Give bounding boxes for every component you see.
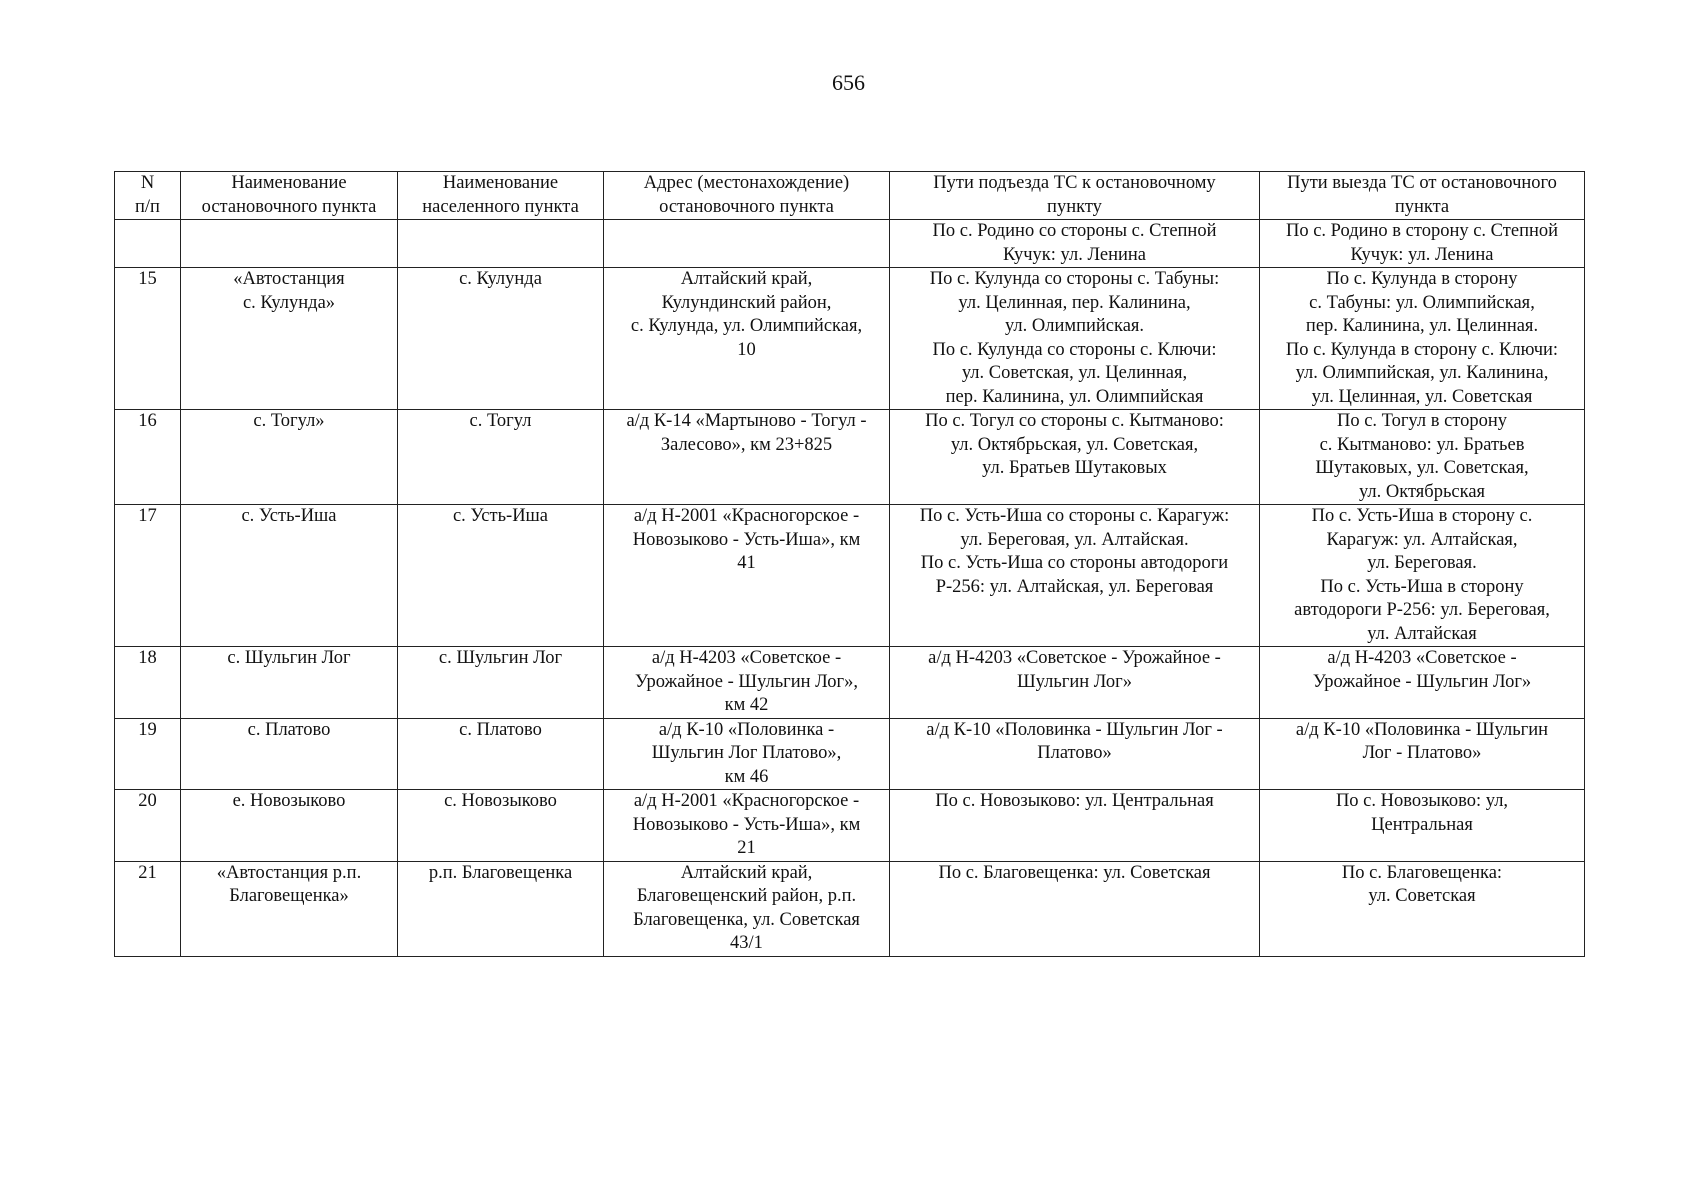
header-settlement xyxy=(398,172,604,220)
cell-stop-name xyxy=(181,410,398,505)
cell-line: ул. Советская xyxy=(1368,886,1476,906)
cell-line: с. Усть-Иша xyxy=(241,506,337,526)
cell-line: Кучук: ул. Ленина xyxy=(1003,244,1146,265)
header-stop-name xyxy=(181,172,398,220)
header-line: Наименование xyxy=(442,173,559,193)
cell-line: ул. Октябрьская xyxy=(1358,481,1486,502)
table-row xyxy=(115,790,1585,862)
cell-line: По с. Родино со стороны с. Степной xyxy=(932,221,1217,241)
cell-settlement xyxy=(398,268,604,410)
cell-line: 19 xyxy=(138,719,157,740)
cell-line: «Автостанция xyxy=(233,269,345,289)
table-row xyxy=(115,220,1585,268)
cell-line: По с. Усть-Иша со стороны автодороги xyxy=(920,553,1229,573)
cell-stop-name xyxy=(181,718,398,790)
cell-line: По с. Усть-Иша в сторону с. xyxy=(1311,506,1533,526)
cell-line: с. Шульгин Лог xyxy=(438,648,563,668)
cell-settlement xyxy=(398,505,604,647)
cell-exit-routes xyxy=(1260,647,1585,719)
header-line: Адрес (местонахождение) xyxy=(643,173,850,193)
header-line: остановочного пункта xyxy=(659,196,834,217)
cell-line: Центральная xyxy=(1371,814,1473,835)
header-line: Наименование xyxy=(231,173,347,193)
cell-line: Платово» xyxy=(1037,743,1112,763)
cell-line: с. Кулунда» xyxy=(242,292,336,313)
cell-line: а/д Н-4203 «Советское - Урожайное - xyxy=(928,648,1221,668)
header-line: остановочного пункта xyxy=(201,196,377,217)
cell-line: По с. Благовещенка: ул. Советская xyxy=(938,862,1211,883)
cell-number xyxy=(115,790,181,862)
cell-line: 16 xyxy=(138,411,157,431)
header-line: пункта xyxy=(1394,196,1450,217)
cell-line: Благовещенка» xyxy=(229,886,349,906)
cell-settlement xyxy=(398,647,604,719)
cell-line: По с. Новозыково: ул, xyxy=(1335,791,1509,811)
cell-line: Шульгин Лог Платово», xyxy=(651,743,842,763)
cell-line: По с. Благовещенка: xyxy=(1341,862,1503,883)
cell-number xyxy=(115,220,181,268)
cell-line: 10 xyxy=(737,339,756,360)
cell-line: По с. Усть-Иша со стороны с. Карагуж: xyxy=(919,506,1230,526)
cell-line: ул. Олимпийская, ул. Калинина, xyxy=(1295,363,1549,383)
cell-line: ул. Целинная, пер. Калинина, xyxy=(958,292,1191,313)
cell-settlement xyxy=(398,790,604,862)
cell-line: Р-256: ул. Алтайская, ул. Береговая xyxy=(935,576,1214,597)
header-number xyxy=(115,172,181,220)
table-row xyxy=(115,718,1585,790)
cell-line: ул. Октябрьская, ул. Советская, xyxy=(950,434,1199,455)
cell-number xyxy=(115,718,181,790)
cell-line: Урожайное - Шульгин Лог» xyxy=(1312,671,1532,692)
cell-address xyxy=(604,861,890,956)
cell-line: По с. Родино в сторону с. Степной xyxy=(1285,221,1559,241)
cell-line: Благовещенка, ул. Советская xyxy=(633,909,860,930)
cell-line: «Автостанция р.п. xyxy=(216,862,362,883)
cell-line: с. Кулунда xyxy=(459,269,542,289)
cell-line: пер. Калинина, ул. Целинная. xyxy=(1305,316,1539,336)
cell-exit-routes xyxy=(1260,861,1585,956)
cell-address xyxy=(604,505,890,647)
cell-approach-routes xyxy=(890,220,1260,268)
cell-stop-name xyxy=(181,790,398,862)
cell-settlement xyxy=(398,220,604,268)
cell-stop-name xyxy=(181,647,398,719)
cell-address xyxy=(604,410,890,505)
cell-settlement xyxy=(398,410,604,505)
cell-line: По с. Новозыково: ул. Центральная xyxy=(935,791,1214,811)
cell-address xyxy=(604,718,890,790)
cell-line: с. Платово xyxy=(459,719,542,740)
cell-address xyxy=(604,268,890,410)
cell-line: Лог - Платово» xyxy=(1362,743,1482,763)
cell-approach-routes xyxy=(890,861,1260,956)
cell-line: 41 xyxy=(737,553,756,573)
header-approach-routes xyxy=(890,172,1260,220)
cell-line: Урожайное - Шульгин Лог», xyxy=(635,671,858,692)
cell-line: е. Новозыково xyxy=(232,791,346,811)
cell-exit-routes xyxy=(1260,268,1585,410)
table-row xyxy=(115,505,1585,647)
cell-line: По с. Кулунда со стороны с. Ключи: xyxy=(932,339,1217,360)
cell-line: с. Платово xyxy=(247,719,331,740)
header-line: Пути подъезда ТС к остановочному xyxy=(933,173,1216,193)
cell-line: с. Шульгин Лог xyxy=(227,648,351,668)
cell-address xyxy=(604,790,890,862)
header-line: N xyxy=(140,173,155,193)
cell-line: Шульгин Лог» xyxy=(1017,671,1132,692)
cell-line: ул. Советская, ул. Целинная, xyxy=(961,363,1188,383)
cell-approach-routes xyxy=(890,790,1260,862)
cell-line: а/д К-14 «Мартыново - Тогул - xyxy=(626,411,867,431)
cell-line: Новозыково - Усть-Иша», км xyxy=(632,529,861,550)
cell-line: Кучук: ул. Ленина xyxy=(1350,244,1494,265)
table-row xyxy=(115,647,1585,719)
cell-line: с. Усть-Иша xyxy=(452,506,549,526)
cell-number xyxy=(115,410,181,505)
cell-line: а/д Н-2001 «Красногорское - xyxy=(633,506,860,526)
cell-stop-name xyxy=(181,220,398,268)
cell-approach-routes xyxy=(890,268,1260,410)
cell-line: Карагуж: ул. Алтайская, xyxy=(1326,529,1518,550)
cell-line: 43/1 xyxy=(730,933,763,953)
cell-exit-routes xyxy=(1260,220,1585,268)
table-row xyxy=(115,268,1585,410)
cell-line: 18 xyxy=(138,648,157,668)
table-row xyxy=(115,410,1585,505)
bus-stops-table xyxy=(114,171,1585,957)
cell-line: По с. Кулунда со стороны с. Табуны: xyxy=(929,269,1220,289)
cell-line: с. Табуны: ул. Олимпийская, xyxy=(1309,292,1535,313)
cell-line: а/д К-10 «Половинка - Шульгин Лог - xyxy=(926,719,1223,740)
cell-line: 20 xyxy=(138,791,157,811)
page-number: 656 xyxy=(832,70,865,95)
cell-line: По с. Кулунда в сторону xyxy=(1326,269,1518,289)
cell-line: автодороги Р-256: ул. Береговая, xyxy=(1294,600,1550,620)
cell-number xyxy=(115,268,181,410)
cell-line: км 42 xyxy=(724,695,769,715)
cell-settlement xyxy=(398,718,604,790)
cell-stop-name xyxy=(181,861,398,956)
header-line: населенного пункта xyxy=(422,196,579,217)
cell-number xyxy=(115,861,181,956)
cell-line: а/д Н-4203 «Советское - xyxy=(651,648,842,668)
cell-line: с. Кытманово: ул. Братьев xyxy=(1319,434,1525,455)
cell-line: ул. Береговая, ул. Алтайская. xyxy=(960,529,1189,550)
cell-approach-routes xyxy=(890,718,1260,790)
cell-approach-routes xyxy=(890,647,1260,719)
header-exit-routes xyxy=(1260,172,1585,220)
table-row xyxy=(115,861,1585,956)
cell-line: с. Тогул xyxy=(469,411,532,431)
cell-line: ул. Алтайская xyxy=(1367,623,1477,644)
cell-line: Шутаковых, ул. Советская, xyxy=(1315,458,1529,478)
header-line: п/п xyxy=(135,196,160,217)
cell-line: Кулундинский район, xyxy=(661,292,832,313)
cell-address xyxy=(604,220,890,268)
cell-line: с. Новозыково xyxy=(444,791,557,811)
cell-exit-routes xyxy=(1260,790,1585,862)
cell-line: км 46 xyxy=(724,766,769,787)
cell-line: а/д К-10 «Половинка - xyxy=(658,719,835,740)
cell-line: ул. Олимпийская. xyxy=(1004,316,1145,336)
cell-line: а/д К-10 «Половинка - Шульгин xyxy=(1295,719,1549,740)
cell-line: По с. Тогул со стороны с. Кытманово: xyxy=(925,411,1224,431)
table-header-row xyxy=(115,172,1585,220)
cell-number xyxy=(115,647,181,719)
cell-stop-name xyxy=(181,268,398,410)
cell-line: 21 xyxy=(138,862,157,883)
cell-line: ул. Целинная, ул. Советская xyxy=(1311,386,1533,407)
cell-approach-routes xyxy=(890,410,1260,505)
cell-line: 21 xyxy=(737,838,756,858)
cell-line: а/д Н-2001 «Красногорское - xyxy=(633,791,860,811)
cell-line: пер. Калинина, ул. Олимпийская xyxy=(945,386,1204,407)
header-line: пункту xyxy=(1047,196,1102,217)
cell-line: р.п. Благовещенка xyxy=(428,862,573,883)
cell-exit-routes xyxy=(1260,410,1585,505)
table-body xyxy=(115,220,1585,957)
cell-line: ул. Береговая. xyxy=(1367,553,1477,573)
cell-line: Алтайский край, xyxy=(680,862,813,883)
cell-line: а/д Н-4203 «Советское - xyxy=(1327,648,1517,668)
cell-exit-routes xyxy=(1260,505,1585,647)
cell-exit-routes xyxy=(1260,718,1585,790)
cell-line: Залесово», км 23+825 xyxy=(660,434,833,455)
cell-line: с. Тогул» xyxy=(253,411,325,431)
cell-stop-name xyxy=(181,505,398,647)
cell-line: По с. Тогул в сторону xyxy=(1336,411,1508,431)
cell-line: По с. Усть-Иша в сторону xyxy=(1320,576,1524,597)
cell-number xyxy=(115,505,181,647)
cell-line: 17 xyxy=(138,506,157,526)
cell-line: с. Кулунда, ул. Олимпийская, xyxy=(630,316,863,336)
cell-line: Новозыково - Усть-Иша», км xyxy=(632,814,861,835)
cell-line: Алтайский край, xyxy=(680,269,813,289)
header-line: Пути выезда ТС от остановочного xyxy=(1287,173,1557,193)
header-address xyxy=(604,172,890,220)
cell-address xyxy=(604,647,890,719)
cell-line: 15 xyxy=(138,269,157,289)
cell-line: Благовещенский район, р.п. xyxy=(636,886,857,906)
cell-settlement xyxy=(398,861,604,956)
cell-approach-routes xyxy=(890,505,1260,647)
cell-line: По с. Кулунда в сторону с. Ключи: xyxy=(1285,339,1559,360)
cell-line: ул. Братьев Шутаковых xyxy=(982,458,1167,478)
